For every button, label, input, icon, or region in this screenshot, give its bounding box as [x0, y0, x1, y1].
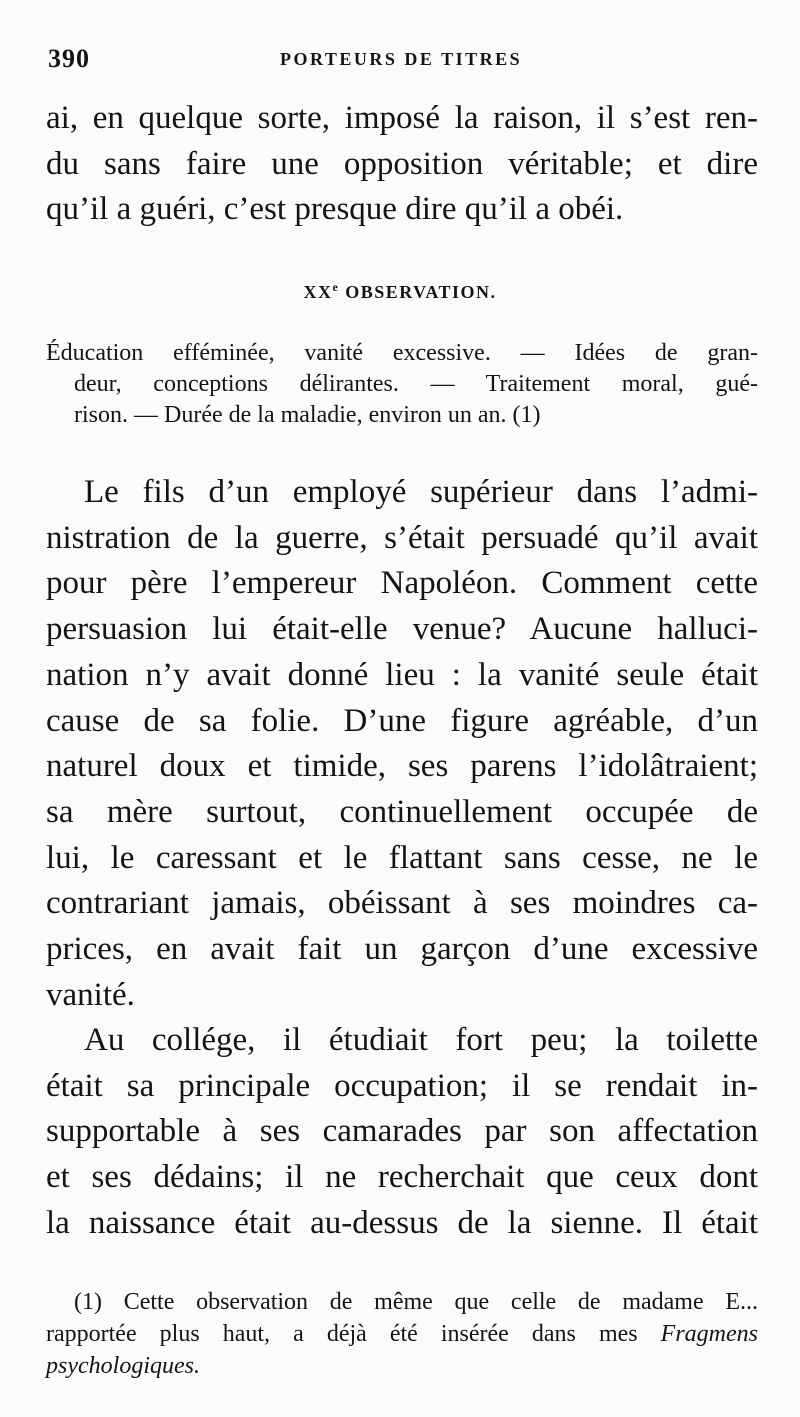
text-line: supportable à ses camarades par son affectation: [46, 1113, 758, 1150]
text-line: était sa principale occupation; il se rendait in-: [46, 1067, 758, 1104]
running-head: [48, 44, 788, 76]
text-line: cause de sa folie. D’une figure agréable, d’un: [46, 702, 758, 739]
footnote-line: (1) Cette observation de même que celle de madame E...: [74, 1289, 758, 1315]
page-number: 390: [48, 44, 90, 73]
footnote-text: rapportée plus haut, a déjà été insérée dans mes: [46, 1321, 661, 1347]
summary-line: deur, conceptions délirantes. — Traitement moral, gué-: [74, 371, 758, 397]
text-line: pour père l’empereur Napoléon. Comment cette: [46, 565, 758, 602]
text-line: persuasion lui était-elle venue? Aucune halluci-: [46, 611, 758, 648]
paragraph-3: [46, 1018, 758, 1247]
footnote-italic-title: psychologiques.: [46, 1353, 200, 1379]
text-line: nation n’y avait donné lieu : la vanité seule était: [46, 656, 758, 693]
text-line: sa mère surtout, continuellement occupée de: [46, 793, 758, 830]
footnote-line: [46, 1318, 758, 1350]
footnote-italic-title: Fragmens: [660, 1321, 758, 1347]
footnote-line: [46, 1350, 758, 1382]
observation-numeral: XX: [303, 282, 333, 302]
text-line: lui, le caressant et le flattant sans cesse, ne le: [46, 839, 758, 876]
observation-heading: [0, 280, 800, 303]
text-line: ai, en quelque sorte, imposé la raison, il s’est ren-: [46, 100, 758, 136]
paragraph-1: [46, 96, 758, 233]
text-line: nistration de la guerre, s’était persuadé qu’il avait: [46, 519, 758, 556]
observation-summary: [46, 338, 758, 431]
text-line: et ses dédains; il ne recherchait que ceux dont: [46, 1159, 758, 1196]
text-line: la naissance était au-dessus de la sienne. Il était: [46, 1204, 758, 1241]
text-line: du sans faire une opposition véritable; et dire: [46, 145, 758, 182]
footnote: [46, 1286, 758, 1382]
summary-line: rison. — Durée de la maladie, environ un an. (1): [74, 402, 541, 428]
observation-superscript: e: [332, 280, 340, 294]
show-through-texture: [40, 232, 780, 266]
summary-line: Éducation efféminée, vanité excessive. — Idées de gran-: [46, 340, 758, 366]
text-line: prices, en avait fait un garçon d’une excessive: [46, 931, 758, 968]
observation-word: OBSERVATION.: [345, 282, 497, 302]
text-line: contrariant jamais, obéissant à ses moindres ca-: [46, 885, 758, 922]
text-line: vanité.: [46, 976, 135, 1013]
running-title: PORTEURS DE TITRES: [280, 49, 523, 69]
text-line: qu’il a guéri, c’est presque dire qu’il a obéi.: [46, 191, 624, 228]
text-line: Au collége, il étudiait fort peu; la toilette: [84, 1022, 758, 1058]
paragraph-2: [46, 470, 758, 1018]
text-line: Le fils d’un employé supérieur dans l’admi-: [84, 474, 758, 510]
text-line: naturel doux et timide, ses parens l’idolâtraient;: [46, 748, 758, 785]
